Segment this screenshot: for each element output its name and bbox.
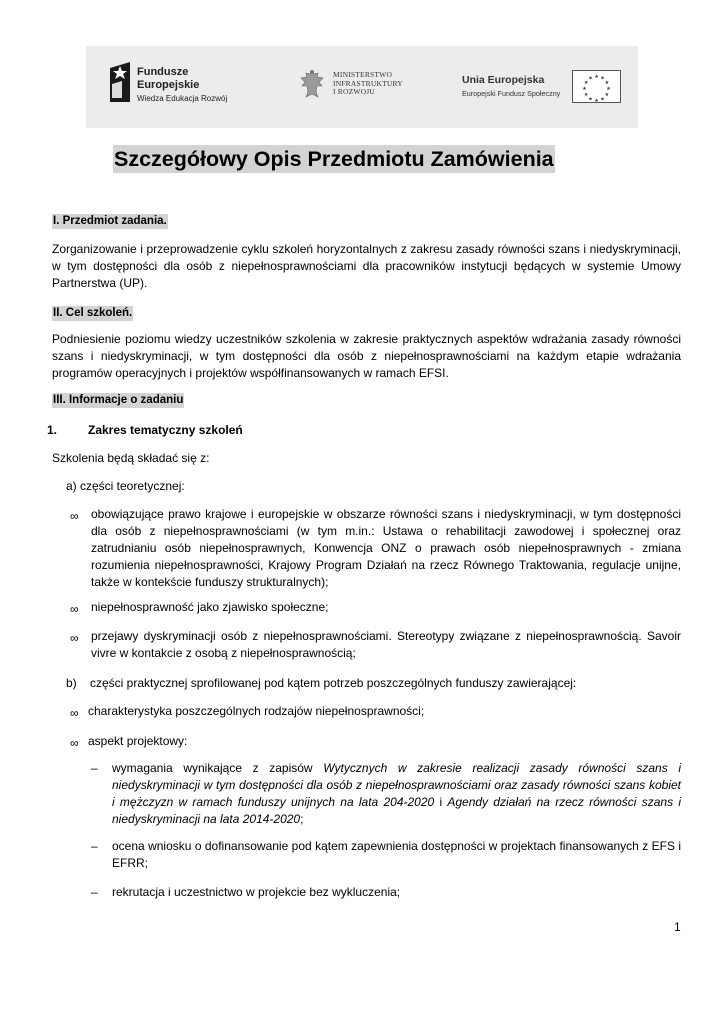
fe-line3: Wiedza Edukacja Rozwój xyxy=(137,94,228,103)
bullet-a2: niepełnosprawność jako zjawisko społeczne; xyxy=(91,600,329,614)
ministry-line2: INFRASTRUKTURY xyxy=(333,78,403,88)
svg-text:★: ★ xyxy=(604,92,610,98)
document-title: Szczegółowy Opis Przedmiotu Zamówienia xyxy=(114,147,554,171)
eu-subtitle: Europejski Fundusz Społeczny xyxy=(462,89,561,98)
dash-item-2: ocena wniosku o dofinansowanie pod kątem zapewnienia dostępności w projektach finansowanych z EFS i EFRR; xyxy=(112,839,681,870)
svg-text:★: ★ xyxy=(604,80,610,86)
ministry-line3: I ROZWOJU xyxy=(333,87,376,96)
ministry-line1: MINISTERSTWO xyxy=(333,70,393,79)
section3-heading: III. Informacje o zadaniu xyxy=(53,394,184,406)
bullet-a3: przejawy dyskryminacji osób z niepełnosprawnościami. Stereotypy związane z niepełnosprawnością. Savoir vivre w kontakcie z osobą z niepełnosprawnością; xyxy=(91,629,681,660)
dash1-italic2: Agendy działań na rzecz równości szans i niedyskryminacji na lata 2014-2020 xyxy=(112,795,681,826)
training-intro: Szkolenia będą składać się z: xyxy=(52,451,210,465)
item1-number: 1. xyxy=(47,423,58,437)
svg-text:★: ★ xyxy=(594,74,599,80)
dash1-mid: i xyxy=(434,795,448,809)
dash-icon: – xyxy=(91,885,98,899)
fe-line1: Fundusze xyxy=(137,66,189,78)
svg-text:★: ★ xyxy=(600,75,605,82)
part-b-text: części praktycznej sprofilowanej pod kątem potrzeb poszczególnych funduszy zawierającej: xyxy=(90,676,577,690)
dash-item-1 xyxy=(112,760,681,828)
svg-text:★: ★ xyxy=(594,98,599,103)
dash-icon: – xyxy=(91,761,98,775)
polish-eagle-icon xyxy=(298,68,326,100)
dash-icon: – xyxy=(91,839,98,853)
part-b-label: b) xyxy=(66,676,77,690)
bullet-b2: aspekt projektowy: xyxy=(88,734,188,748)
dash1-tail: ; xyxy=(300,812,304,826)
bullet-icon: ∞ xyxy=(70,706,79,720)
svg-text:★: ★ xyxy=(606,86,611,92)
dash-item-3: rekrutacja i uczestnictwo w projekcie bez wykluczenia; xyxy=(112,885,401,899)
bullet-icon: ∞ xyxy=(70,631,79,645)
section1-text: Zorganizowanie i przeprowadzenie cyklu szkoleń horyzontalnych z zakresu zasady równości szans i niedyskryminacji, w tym dostępności dla osób z niepełnosprawnościami dla pracowników instytucji będących w systemie Umowy Partnerstwa (UP). xyxy=(52,242,681,290)
svg-text:★: ★ xyxy=(588,75,593,82)
section1-heading: I. Przedmiot zadania. xyxy=(53,215,167,227)
dash1-italic1: Wytycznych w zakresie realizacji zasady równości szans i niedyskryminacji w tym dostępności dla osób z niepełnosprawnościami oraz zasady równości szans kobiet i mężczyzn w ramach funduszy unijnych na lata 204-2020 xyxy=(112,761,681,809)
section2-text: Podniesienie poziomu wiedzy uczestników szkolenia w zakresie praktycznych aspektów wdrażania zasady równości szans i niedyskryminacji, w tym dostępności dla osób z niepełnosprawnościami na każdym etapie wdrażania programów operacyjnych i projektów współfinansowanych w ramach EFSI. xyxy=(52,332,681,380)
ministry-text xyxy=(333,71,403,97)
svg-text:★: ★ xyxy=(582,86,587,92)
svg-text:★: ★ xyxy=(600,96,605,103)
fe-line2: Europejskie xyxy=(137,79,200,91)
section2-heading: II. Cel szkoleń. xyxy=(53,307,133,319)
svg-text:★: ★ xyxy=(583,80,589,86)
fundusze-europejskie-logo-icon xyxy=(108,62,132,102)
item1-title: Zakres tematyczny szkoleń xyxy=(88,423,243,437)
page-number: 1 xyxy=(674,920,681,934)
eu-title: Unia Europejska xyxy=(462,74,545,86)
dash1-lead: wymagania wynikające z zapisów xyxy=(112,761,324,775)
bullet-a1: obowiązujące prawo krajowe i europejskie w obszarze równości szans i niedyskryminacji, w tym dostępności dla osób z niepełnosprawnościami (w tym m.in.: Ustawa o rehabilitacji zawodowej i społecznej oraz zatrudnianiu osób niepełnosprawnych, Konwencja ONZ o prawach osób niepełnosprawnych - zmiana rozumienia niepełnosprawności, Krajowy Program Działań na rzecz Równego Traktowania, regulacje unijne, także w kontekście funduszy strukturalnych); xyxy=(91,507,681,589)
svg-text:★: ★ xyxy=(588,96,593,103)
bullet-icon: ∞ xyxy=(70,736,79,750)
part-a-label: a) części teoretycznej: xyxy=(66,479,185,493)
svg-text:★: ★ xyxy=(583,92,589,98)
eu-flag-icon xyxy=(572,70,621,103)
bullet-b1: charakterystyka poszczególnych rodzajów niepełnosprawności; xyxy=(88,704,425,718)
bullet-icon: ∞ xyxy=(70,509,79,523)
fundusze-europejskie-text xyxy=(137,66,227,105)
bullet-icon: ∞ xyxy=(70,602,79,616)
